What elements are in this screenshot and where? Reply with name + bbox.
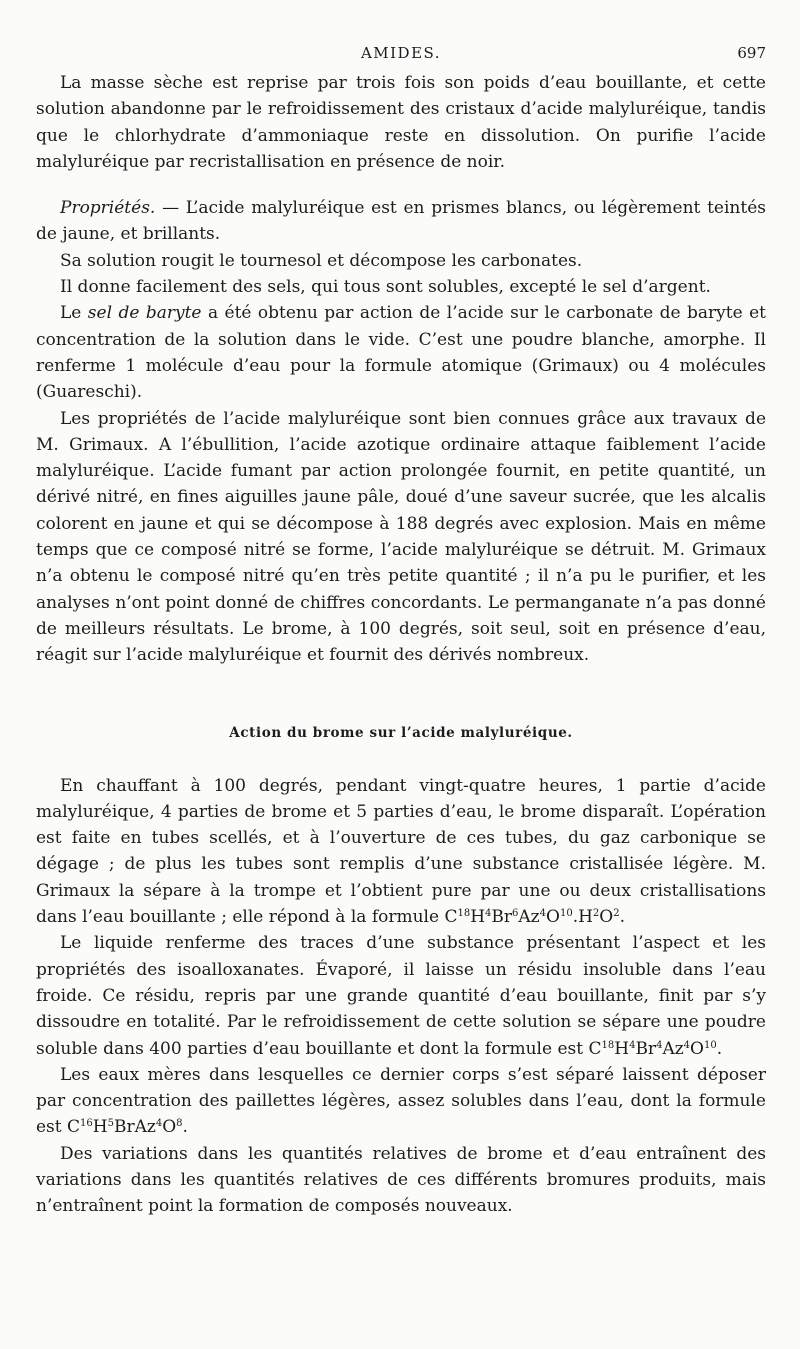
p8-text: Le liquide renferme des traces d’une substance présentant l’aspect et les propriétés des isoalloxanates. Évaporé, il laisse un résidu insoluble dans l’eau froide. Ce résidu, repris par une grande quantité d’eau bouillante, finit par s’y dissoudre en totalité. Par le refroidissement de cette solution se sépare une poudre soluble dans 400 parties d’eau bouillante et dont la formule est (36, 933, 766, 1059)
formula-1: $C^{18}H^4Br^6Az^4O^{10}.H^2O^2$. (444, 907, 626, 928)
document-page (36, 40, 766, 1220)
paragraph-4: Il donne facilement des sels, qui tous sont solubles, excepté le sel d’argent. (60, 277, 711, 298)
p7-text: En chauffant à 100 degrés, pendant vingt-quatre heures, 1 partie d’acide malyluréique, 4 parties de brome et 5 parties d’eau, le brome disparaît. L’opération est faite en tubes scellés, et à l’ouverture de ces tubes, du gaz carbonique se dégage ; de plus les tubes sont remplis d’une substance cristallisée légère. M. Grimaux la sépare à la trompe et l’obtient pure par une ou deux cristallisations dans l’eau bouillante ; elle répond à la formule (36, 775, 766, 928)
paragraph-7 (36, 773, 766, 931)
paragraph-10: Des variations dans les quantités relatives de brome et d’eau entraînent des variations dans les quantités relatives de ces différents bromures produits, mais n’entraînent point la formation de composés nouveaux. (36, 1143, 766, 1217)
proprietes-lead: Propriétés. (60, 198, 156, 219)
p5-italic: sel de baryte (87, 303, 202, 324)
proprietes-text: — L’acide malyluréique est en prismes blancs, ou légèrement teintés de jaune, et brillants. (36, 198, 766, 245)
page-header (36, 40, 766, 70)
paragraph-9 (36, 1062, 766, 1141)
formula-3: $C^{16}H^5BrAz^4O^8$. (67, 1117, 188, 1138)
paragraph-sel-de-baryte (36, 300, 766, 405)
p5-a: Le (60, 303, 88, 324)
section-title: Action du brome sur l’acide malyluréique. (229, 724, 573, 741)
paragraph-6: Les propriétés de l’acide malyluréique sont bien connues grâce aux travaux de M. Grimaux. A l’ébullition, l’acide azotique ordinaire attaque faiblement l’acide malyluréique. L’acide fumant par action prolongée fournit, en petite quantité, un dérivé nitré, en fines aiguilles jaune pâle, doué d’une saveur sucrée, que les alcalis colorent en jaune et qui se décompose à 188 degrés avec explosion. Mais en même temps que ce composé nitré se forme, l’acide malyluréique se détruit. M. Grimaux n’a obtenu le composé nitré qu’en très petite quantité ; il n’a pu le purifier, et les analyses n’ont point donné de chiffres concordants. Le permanganate n’a pas donné de meilleurs résultats. Le brome, à 100 degrés, soit seul, soit en présence d’eau, réagit sur l’acide malyluréique et fournit des dérivés nombreux. (36, 408, 766, 666)
paragraph-3: Sa solution rougit le tournesol et décompose les carbonates. (60, 250, 583, 271)
p5-b: a été obtenu par action de l’acide sur le carbonate de baryte et concentration de la solution dans le vide. C’est une poudre blanche, amorphe. Il renferme 1 molécule d’eau pour la formule atomique (Grimaux) ou 4 molécules (Guareschi). (36, 303, 766, 403)
formula-2: $C^{18}H^4Br^4Az^4O^{10}$. (588, 1038, 723, 1059)
page-number: 697 (737, 44, 766, 62)
p9-text: Les eaux mères dans lesquelles ce dernier corps s’est séparé laissent déposer par concentration des paillettes légères, assez solubles dans l’eau, dont la formule est (36, 1064, 766, 1138)
paragraph-proprietes (36, 195, 766, 248)
paragraph-8 (36, 930, 766, 1061)
paragraph-1: La masse sèche est reprise par trois fois son poids d’eau bouillante, et cette solution abandonne par le refroidissement des cristaux d’acide malyluréique, tandis que le chlorhydrate d’ammoniaque reste en dissolution. On purifie l’acide malyluréique par recristallisation en présence de noir. (36, 73, 766, 172)
running-title: AMIDES. (360, 44, 442, 62)
